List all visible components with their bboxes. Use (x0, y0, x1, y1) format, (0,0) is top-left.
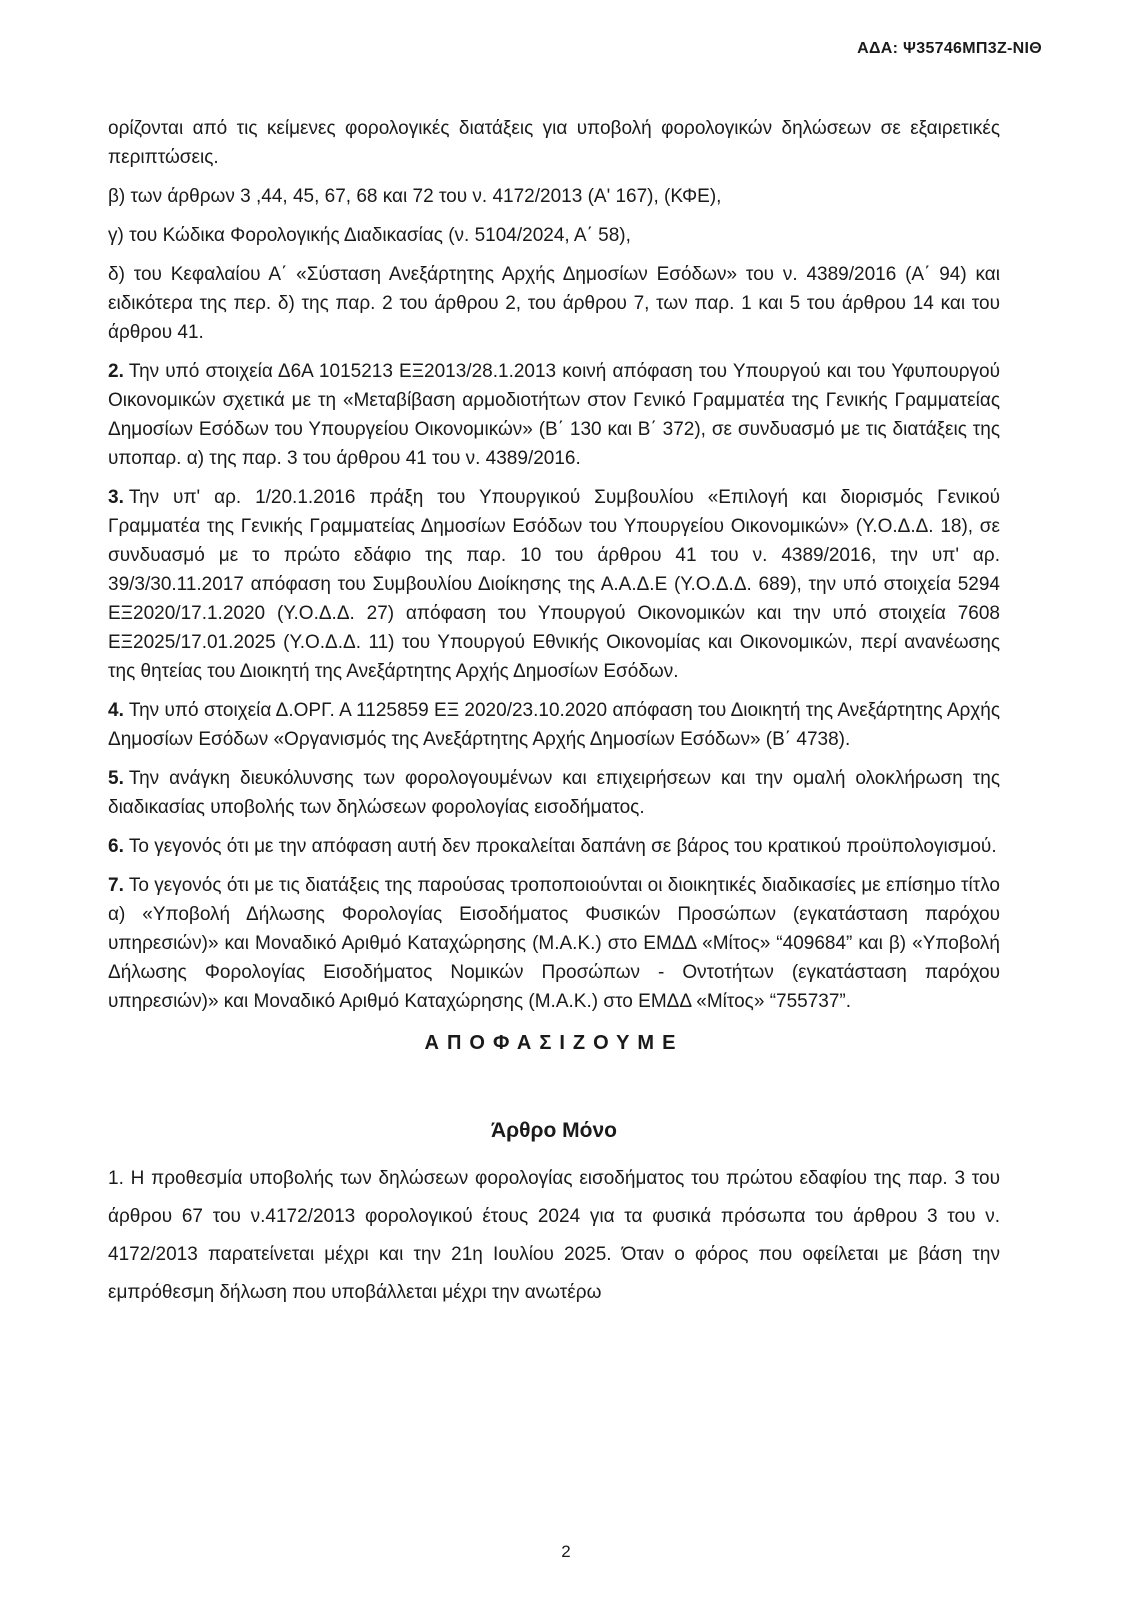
article-title: Άρθρο Μόνο (491, 1119, 617, 1142)
consideration-number: 7. (108, 875, 124, 896)
consideration-text: Την ανάγκη διευκόλυνσης των φορολογουμένων και επιχειρήσεων και την ομαλή ολοκλήρωση της διαδικασίας υποβολής των δηλώσεων φορολογίας εισοδήματος. (108, 768, 1000, 818)
consideration-6 (108, 832, 1000, 861)
consideration-number: 2. (108, 361, 124, 382)
ada-code: ΑΔΑ: Ψ35746ΜΠ3Ζ-ΝΙΘ (857, 40, 1042, 57)
consideration-text: Την υπό στοιχεία Δ6Α 1015213 ΕΞ2013/28.1.2013 κοινή απόφαση του Υπουργού και του Υφυπουργού Οικονομικών σχετικά με τη «Μεταβίβαση αρμοδιοτήτων στον Γενικό Γραμματέα της Γενικής Γραμματείας Δημοσίων Εσόδων του Υπουργείου Οικονομικών» (Β΄ 130 και Β΄ 372), σε συνδυασμό με τις διατάξεις της υποπαρ. α) της παρ. 3 του άρθρου 41 του ν. 4389/2016. (108, 361, 1000, 469)
consideration-2 (108, 357, 1000, 473)
consideration-text: Το γεγονός ότι με την απόφαση αυτή δεν προκαλείται δαπάνη σε βάρος του κρατικού προϋπολογισμού. (128, 836, 997, 857)
consideration-text: Την υπ' αρ. 1/20.1.2016 πράξη του Υπουργικού Συμβουλίου «Επιλογή και διορισμός Γενικού Γραμματέα της Γενικής Γραμματείας Δημοσίων Εσόδων του Υπουργείου Οικονομικών» (Υ.Ο.Δ.Δ. 18), σε συνδυασμό με το πρώτο εδάφιο της παρ. 10 του άρθρου 41 του ν. 4389/2016, την υπ' αρ. 39/3/30.11.2017 απόφαση του Συμβουλίου Διοίκησης της Α.Α.Δ.Ε (Υ.Ο.Δ.Δ. 689), την υπό στοιχεία 5294 ΕΞ2020/17.1.2020 (Υ.Ο.Δ.Δ. 27) απόφαση του Υπουργού Οικονομικών και την υπό στοιχεία 7608 ΕΞ2025/17.01.2025 (Υ.Ο.Δ.Δ. 11) του Υπουργού Εθνικής Οικονομίας και Οικονομικών, περί ανανέωσης της θητείας του Διοικητή της Ανεξάρτητης Αρχής Δημοσίων Εσόδων. (108, 487, 1000, 682)
consideration-number: 3. (108, 487, 124, 508)
consideration-number: 6. (108, 836, 124, 857)
decision-heading: ΑΠΟΦΑΣΙΖΟΥΜΕ (424, 1032, 684, 1054)
page-number: 2 (561, 1542, 571, 1561)
consideration-3 (108, 483, 1000, 686)
consideration-text: Το γεγονός ότι με τις διατάξεις της παρούσας τροποποιούνται οι διοικητικές διαδικασίες με επίσημο τίτλο α) «Υποβολή Δήλωσης Φορολογίας Εισοδήματος Φυσικών Προσώπων (εγκατάσταση παρόχου υπηρεσιών)» και Μοναδικό Αριθμό Καταχώρησης (Μ.Α.Κ.) στο ΕΜΔΔ «Μίτος» “409684” και β) «Υποβολή Δήλωσης Φορολογίας Εισοδήματος Νομικών Προσώπων - Οντοτήτων (εγκατάσταση παρόχου υπηρεσιών)» και Μοναδικό Αριθμό Καταχώρησης (Μ.Α.Κ.) στο ΕΜΔΔ «Μίτος» “755737”. (108, 875, 1000, 1012)
intro-continuation: ορίζονται από τις κείμενες φορολογικές διατάξεις για υποβολή φορολογικών δηλώσεων σε εξαιρετικές περιπτώσεις. (108, 118, 1000, 168)
item-d: δ) του Κεφαλαίου Α΄ «Σύσταση Ανεξάρτητης Αρχής Δημοσίων Εσόδων» του ν. 4389/2016 (Α΄ 94) και ειδικότερα της περ. δ) της παρ. 2 του άρθρου 2, του άρθρου 7, των παρ. 1 και 5 του άρθρου 14 και του άρθρου 41. (108, 264, 1000, 343)
article-paragraph-1: 1. Η προθεσμία υποβολής των δηλώσεων φορολογίας εισοδήματος του πρώτου εδαφίου της παρ. 3 του άρθρου 67 του ν.4172/2013 φορολογικού έτους 2024 για τα φυσικά πρόσωπα του άρθρου 3 του ν. 4172/2013 παρατείνεται μέχρι και την 21η Ιουλίου 2025. Όταν ο φόρος που οφείλεται με βάση την εμπρόθεσμη δήλωση που υποβάλλεται μέχρι την ανωτέρω (108, 1168, 1000, 1303)
document-body (108, 114, 1000, 1312)
consideration-4 (108, 696, 1000, 754)
consideration-text: Την υπό στοιχεία Δ.ΟΡΓ. Α 1125859 ΕΞ 2020/23.10.2020 απόφαση του Διοικητή της Ανεξάρτητης Αρχής Δημοσίων Εσόδων «Οργανισμός της Ανεξάρτητης Αρχής Δημοσίων Εσόδων» (Β΄ 4738). (108, 700, 1000, 750)
item-b: β) των άρθρων 3 ,44, 45, 67, 68 και 72 του ν. 4172/2013 (Α' 167), (ΚΦΕ), (108, 186, 722, 207)
consideration-number: 5. (108, 768, 124, 789)
item-c: γ) του Κώδικα Φορολογικής Διαδικασίας (ν. 5104/2024, Α΄ 58), (108, 225, 631, 246)
consideration-7 (108, 871, 1000, 1016)
consideration-5 (108, 764, 1000, 822)
consideration-number: 4. (108, 700, 124, 721)
